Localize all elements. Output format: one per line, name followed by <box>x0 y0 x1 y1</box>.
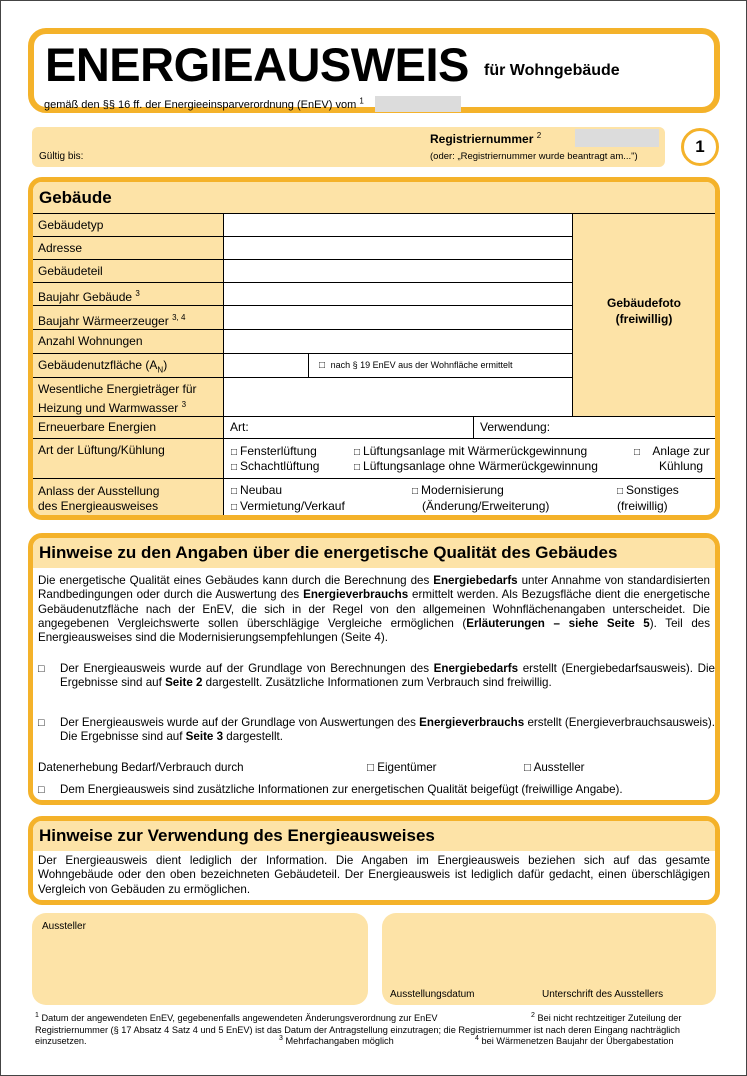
reason-line1: Anlass der Ausstellung <box>38 484 160 498</box>
energy-carriers-line1: Wesentliche Energieträger für <box>38 382 197 396</box>
energy-carriers-line2: Heizung und Warmwasser <box>38 401 179 415</box>
text-run: Dem Energieausweis sind zusätzliche Informationen zur energetischen Qualität beigefügt (freiwillige Angabe). <box>60 783 623 796</box>
footnote-ref: 3 <box>181 400 187 409</box>
registration-label-text: Registriernummer <box>430 132 534 146</box>
option-new[interactable] <box>231 483 282 497</box>
apartments-field[interactable] <box>224 330 573 354</box>
text-bold: Seite 2 <box>165 676 203 690</box>
regulation-text: gemäß den §§ 16 ff. der Energieeinsparverordnung (EnEV) vom <box>44 99 357 111</box>
option-window[interactable] <box>231 444 317 458</box>
area-option-label: nach § 19 EnEV aus der Wohnfläche ermittelt <box>330 360 513 370</box>
quality-heading: Hinweise zu den Angaben über die energetische Qualität des Gebäudes <box>33 538 715 568</box>
year-heater-text: Baujahr Wärmeerzeuger <box>38 314 169 328</box>
energy-carriers-field[interactable] <box>224 378 573 417</box>
registration-number-label <box>430 131 541 146</box>
renewables-type-field[interactable]: Art: <box>224 417 474 439</box>
year-built-text: Baujahr Gebäude <box>38 290 133 304</box>
option-modernisation[interactable] <box>412 483 504 497</box>
text-run: unter Annahme von standardisierten Randbedingungen oder durch die Auswertung des <box>38 574 710 602</box>
usage-paragraph: Der Energieausweis dient lediglich der Information. Die Angaben im Energieausweis beziehen sich auf das gesamte Wohngebäude oder den oben bezeichneten Gebäudeteil. Der Energieausweis ist lediglich dafür gedacht, einen überschlägigen Vergleich von Gebäuden zu ermöglichen. <box>38 854 710 896</box>
consumption-certificate-option[interactable] <box>38 716 715 745</box>
additional-info-option[interactable] <box>38 783 715 797</box>
text-bold: Energieverbrauchs <box>303 588 409 602</box>
option-rent[interactable] <box>231 499 345 513</box>
footnote-ref: 1 <box>359 96 364 106</box>
footnote-ref: 3 <box>135 289 140 298</box>
option-label: Eigentümer <box>377 761 437 774</box>
reason-options <box>224 479 715 520</box>
photo-label: Gebäudefoto <box>607 296 681 310</box>
checkbox-icon[interactable]: □ <box>38 717 45 729</box>
issuer-label: Aussteller <box>42 921 86 932</box>
text-bold: Energiebedarfs <box>433 574 518 587</box>
checkbox-icon[interactable]: □ <box>412 486 419 497</box>
text-run: ermittelt werden. Als Bezugsfläche dient die energetische Gebäudenutzfläche nach der EnEV, die sich in der Regel von den allgemeinen Wohnflächenangaben unterscheidet. Die angegebenen Vergleichswerte sollen überschlägige Vergleiche ermöglichen ( <box>38 588 710 630</box>
area-close: ) <box>163 358 168 372</box>
footnote-4-text: bei Wärmenetzen Baujahr der Übergabestation <box>481 1036 674 1047</box>
footnote-1-text: Datum der angewendeten EnEV, gegebenenfalls angewendeten Änderungsverordnung zur EnEV <box>41 1013 438 1024</box>
data-collection-label: Datenerhebung Bedarf/Verbrauch durch <box>38 761 244 774</box>
year-built-field[interactable] <box>224 283 573 306</box>
footnotes <box>35 1010 715 1047</box>
footnote-3-text: Mehrfachangaben möglich <box>285 1036 394 1047</box>
usage-notes-section <box>28 816 720 905</box>
text-run: Der Energieausweis wurde auf der Grundlage von Auswertungen des <box>60 716 420 729</box>
footnote-ref: 2 <box>536 131 542 140</box>
renewables-use-field[interactable]: Verwendung: <box>474 417 715 439</box>
quality-notes-section <box>28 533 720 805</box>
row-label-renewables: Erneuerbare Energien <box>33 417 224 439</box>
header-box <box>28 28 720 113</box>
option-issuer[interactable] <box>524 761 585 775</box>
signature-label: Unterschrift des Ausstellers <box>542 989 664 1000</box>
area-field[interactable] <box>224 354 309 378</box>
row-label-address: Adresse <box>33 237 224 260</box>
reason-line2: des Energieausweises <box>38 499 159 513</box>
issue-date-label: Ausstellungsdatum <box>390 989 475 1000</box>
text-run: ). Teil des Energieausweises sind die Modernisierungsempfehlungen (Seite 4). <box>38 616 711 645</box>
registration-note: (oder: „Registriernummer wurde beantragt am...") <box>430 151 638 162</box>
address-field[interactable] <box>224 237 573 260</box>
text-run: Der Energieausweis wurde auf der Grundlage von Berechnungen des <box>60 662 434 675</box>
building-photo-area[interactable] <box>573 214 715 417</box>
option-label: Lüftungsanlage ohne Wärmerückgewinnung <box>363 459 598 473</box>
registration-band <box>32 127 665 167</box>
type-field[interactable] <box>224 214 573 237</box>
building-section <box>28 177 720 520</box>
option-label: Vermietung/Verkauf <box>240 499 345 513</box>
footnote-1: $^1$ Datum der angewendeten EnEV, gegebenenfalls angewendeten Änderungsverordnung zur EnEV <box>35 1012 438 1024</box>
signature-box[interactable] <box>382 913 716 1005</box>
option-label: Lüftungsanlage mit Wärmerückgewinnung <box>363 444 588 458</box>
row-label-type: Gebäudetyp <box>33 214 224 237</box>
photo-optional: (freiwillig) <box>615 312 673 326</box>
row-label-year-heater <box>33 306 224 330</box>
checkbox-icon[interactable]: □ <box>231 447 238 458</box>
row-label-energy-carriers <box>33 378 224 417</box>
option-shaft[interactable] <box>231 459 319 473</box>
quality-paragraph <box>33 574 715 645</box>
row-label-part: Gebäudeteil <box>33 260 224 283</box>
issuer-box[interactable] <box>32 913 368 1005</box>
registration-number-field[interactable] <box>575 129 659 147</box>
option-owner[interactable] <box>367 761 437 775</box>
footnote-4: $^4$ bei Wärmenetzen Baujahr der Übergabestation <box>475 1035 674 1047</box>
text-run: erstellt (Energieverbrauchsausweis). Die Ergebnisse sind auf <box>60 716 715 744</box>
checkbox-icon[interactable]: □ <box>367 761 375 774</box>
area-text: Gebäudenutzfläche (A <box>38 358 158 372</box>
document-title: ENERGIEAUSWEIS <box>45 38 469 91</box>
building-heading: Gebäude <box>33 182 715 214</box>
text-run: dargestellt. <box>223 730 283 744</box>
part-field[interactable] <box>224 260 573 283</box>
option-modernisation-line2: (Änderung/Erweiterung) <box>422 499 550 513</box>
page-number-badge: 1 <box>681 128 719 166</box>
option-other-line2: (freiwillig) <box>617 499 668 513</box>
valid-until-label: Gültig bis: <box>39 151 84 162</box>
row-label-area <box>33 354 224 378</box>
footnote-3: $^3$ Mehrfachangaben möglich <box>279 1035 394 1047</box>
text-bold: Energieverbrauchs <box>419 716 525 729</box>
checkbox-icon[interactable]: □ <box>38 663 45 675</box>
checkbox-icon[interactable]: □ <box>231 486 238 497</box>
checkbox-icon[interactable]: □ <box>354 462 361 473</box>
option-label: Sonstiges <box>626 483 679 497</box>
option-label: Fensterlüftung <box>240 444 317 458</box>
checkbox-icon[interactable]: □ <box>231 502 238 513</box>
text-bold: Seite 3 <box>185 730 224 744</box>
row-label-apartments: Anzahl Wohnungen <box>33 330 224 354</box>
option-label: Neubau <box>240 483 283 497</box>
text-bold: Energiebedarfs <box>433 662 519 675</box>
option-cooling-line2: Kühlung <box>659 459 704 473</box>
text-run: Die energetische Qualität eines Gebäudes kann durch die Berechnung des <box>38 574 434 587</box>
checkbox-icon[interactable]: □ <box>231 462 238 473</box>
document-subtitle: für Wohngebäude <box>484 62 620 79</box>
text-run: erstellt (Energiebedarfsausweis). Die Ergebnisse sind auf <box>60 662 715 690</box>
demand-certificate-option[interactable] <box>38 662 715 691</box>
option-label: Modernisierung <box>421 483 504 497</box>
option-with-recovery[interactable] <box>354 444 587 458</box>
date-field[interactable] <box>375 96 461 112</box>
checkbox-icon[interactable]: □ <box>38 784 45 796</box>
checkbox-icon[interactable]: □ <box>617 486 624 497</box>
usage-heading: Hinweise zur Verwendung des Energieausweises <box>33 821 715 851</box>
text-run: dargestellt. Zusätzliche Informationen zum Verbrauch sind freiwillig. <box>202 676 552 690</box>
option-without-recovery[interactable] <box>354 459 598 473</box>
row-label-year-built <box>33 283 224 306</box>
option-label: Schachtlüftung <box>240 459 320 473</box>
option-other[interactable] <box>617 483 679 497</box>
footnote-ref: 3, 4 <box>172 313 186 322</box>
regulation-line <box>44 96 461 112</box>
row-label-ventilation: Art der Lüftung/Kühlung <box>33 439 224 479</box>
area-subscript: N <box>157 365 164 375</box>
checkbox-icon[interactable]: □ <box>354 447 361 458</box>
option-label: Aussteller <box>533 761 585 774</box>
footnote-2-text: Bei nicht rechtzeitiger Zuteilung der Registriernummer (§ 17 Absatz 4 Satz 4 und 5 EnEV) ist das Datum der Antragstellung einzutragen; die Registriernummer ist nach deren Eingang nachträglich einzusetzen. <box>35 1013 682 1047</box>
checkbox-icon[interactable]: □ <box>319 360 326 371</box>
area-option[interactable] <box>309 354 573 378</box>
footnote-2: $^2$ Bei nicht rechtzeitiger Zuteilung der Registriernummer (§ 17 Absatz 4 Satz 4 und 5 EnEV) ist das Datum der Antragstellung einzutragen; die Registriernummer ist nach deren Eingang nachträglich einzusetzen. <box>35 1012 682 1047</box>
option-label: Anlage zur <box>652 444 710 458</box>
year-heater-field[interactable] <box>224 306 573 330</box>
row-label-reason <box>33 479 224 520</box>
ventilation-options <box>224 439 715 479</box>
checkbox-icon[interactable]: □ <box>524 761 532 774</box>
text-bold: Erläuterungen – siehe Seite 5 <box>466 616 650 630</box>
checkbox-icon[interactable]: □ <box>634 447 641 458</box>
option-cooling[interactable] <box>634 444 710 458</box>
